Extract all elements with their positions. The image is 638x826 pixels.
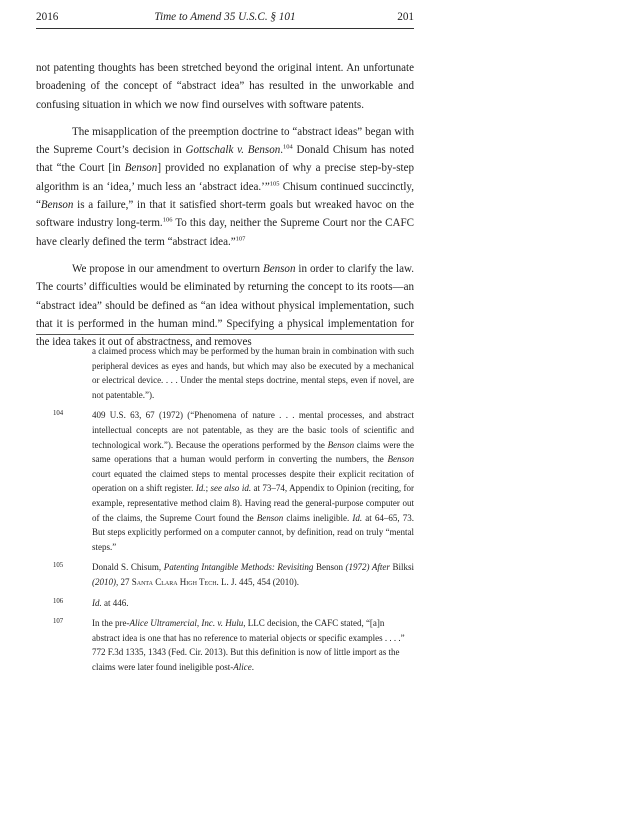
footnote-ref[interactable]: 107 <box>235 235 246 242</box>
text-run: . <box>251 661 254 672</box>
footnote-text <box>92 408 414 554</box>
text-run: We propose in our amendment to overturn <box>72 262 263 275</box>
text-run: In the pre- <box>92 618 130 629</box>
footnotes <box>36 344 414 674</box>
article-title: (1972) After <box>345 562 390 573</box>
paragraph-2 <box>36 123 414 251</box>
journal-name: Santa Clara High Tech. <box>131 576 219 587</box>
footnote-ref[interactable]: 104 <box>283 143 293 151</box>
case-name: Alice <box>233 661 252 672</box>
text-run: To this day, neither the Supreme Court nor the CAFC have clearly defined the term “abstract idea.” <box>36 217 414 248</box>
text-run: is a failure,” in that it satisfied short-term goals but wreaked havoc on the software industry long-term. <box>36 199 414 230</box>
footnote-105 <box>36 560 414 589</box>
text-run: at 446. <box>101 597 129 608</box>
header-title: Time to Amend 35 U.S.C. § 101 <box>154 11 296 23</box>
case-name: Benson <box>387 454 414 465</box>
case-name: Benson <box>124 162 158 175</box>
citation-signal: see also id. <box>210 483 252 494</box>
case-name: Benson <box>256 512 284 523</box>
text-run: court equated the claimed steps to mental processes despite their explicit recitation of operation on a shift register. <box>92 468 414 494</box>
citation-signal: Id. <box>92 597 102 608</box>
paragraph-1: not patenting thoughts has been stretched beyond the original intent. An unfortunate broadening of the concept of “abstract idea” has resulted in the unworkable and confusing situation in which we now find ourselves with software patents. <box>36 62 414 111</box>
footnote-107 <box>36 616 414 674</box>
text-run: L. J. 445, 454 (2010). <box>218 576 300 587</box>
case-name: Benson <box>262 262 296 275</box>
paragraph-3 <box>36 260 414 351</box>
text-run: Donald S. Chisum, <box>92 562 164 573</box>
text-run: at 64–65, 73. But steps explicitly performed on a computer cannot, by definition, read on truly “mental steps.” <box>92 512 414 552</box>
footnote-divider <box>36 334 414 335</box>
text-run: The misapplication of the preemption doctrine to “abstract ideas” began with the Supreme Court’s decision in <box>36 125 414 157</box>
footnote-text <box>92 616 414 674</box>
footnote-text: a claimed process which may be performed by the human brain in combination with such peripheral devices as eyes and hands, but which may also be executed by a mechanical or electrical device. . . . Under the mental steps doctrine, mental steps, even if novel, are not patentable.”). <box>92 346 414 400</box>
text-run: . <box>280 144 284 157</box>
case-name: Gottschalk v. Benson <box>185 144 281 157</box>
case-name: Benson <box>327 439 355 450</box>
text-run: ] provided no explanation of why a precise step-by-step algorithm is an ‘idea,’ much less an ‘abstract idea.’” <box>36 162 414 193</box>
footnote-number: 107 <box>53 618 64 626</box>
text-run: Benson <box>313 562 346 573</box>
article-title: Patenting Intangible Methods: Revisiting <box>163 562 314 573</box>
header-year: 2016 <box>36 11 59 23</box>
main-text <box>36 59 414 351</box>
footnote-text <box>92 560 414 589</box>
text-run: at 73–74, Appendix to Opinion (reciting, for example, representative method claim 8). Having read the general-purpose computer out of the claims, the Supreme Court found the <box>92 483 414 523</box>
case-name: Benson <box>40 199 74 212</box>
text-run: 409 U.S. 63, 67 (1972) (“Phenomena of nature . . . mental processes, and abstract intellectual concepts are not patentable, as they are the basic tools of scientific and technological work.”). Because the operations performed by the <box>92 410 414 450</box>
page-number: 201 <box>397 11 414 23</box>
text-run: claims were the same operations that a human would perform in converting the numbers, the <box>92 439 414 465</box>
text-run: , 27 <box>116 576 132 587</box>
text-run: Donald Chisum has noted that “the Court [in <box>36 144 414 175</box>
text-run: , LLC decision, the CAFC stated, “[a]n abstract idea is one that has no reference to material objects or specific examples . . . .” 772 F.3d 1335, 1343 (Fed. Cir. 2013). But this definition is now of little import as the claims were later found ineligible post- <box>92 618 405 672</box>
footnote-104 <box>36 408 414 554</box>
citation-signal: Id. <box>195 483 206 494</box>
citation-signal: Id. <box>352 512 363 523</box>
footnote-number: 104 <box>53 410 64 418</box>
text-run: Bilksi <box>389 562 415 573</box>
text-run: claims ineligible. <box>283 512 353 523</box>
footnote-number: 106 <box>53 597 64 605</box>
footnote-ref[interactable]: 106 <box>162 216 173 224</box>
article-title: (2010) <box>92 576 116 587</box>
footnote-number: 105 <box>53 562 64 570</box>
text-run: Chisum continued succinctly, “ <box>36 180 414 212</box>
footnote-ref[interactable]: 105 <box>269 180 280 188</box>
text-run: ; <box>205 483 211 494</box>
footnote-text <box>92 596 414 611</box>
footnote-continuation <box>36 344 414 402</box>
header-divider <box>36 28 414 29</box>
case-name: Alice Ultramercial, Inc. v. Hulu <box>129 618 244 629</box>
footnote-106 <box>36 596 414 611</box>
text-run: in order to clarify the law. The courts’ difficulties would be eliminated by returning the concept to its roots—an “abstract idea” should be defined as “an idea without physical implementation, such that it is performed in the human mind.” Specifying a physical implementation for the idea takes it out of abstractness, and removes <box>36 262 414 349</box>
